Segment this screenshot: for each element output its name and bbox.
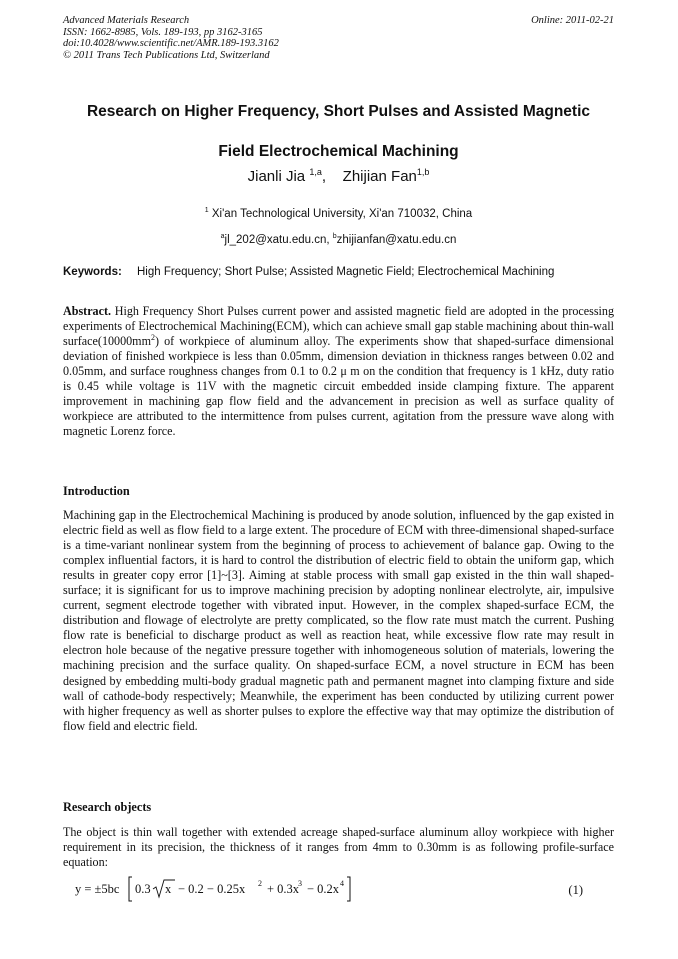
term-coefficient: 0.3 [135, 882, 151, 896]
term-4-exponent: 4 [340, 879, 344, 888]
term-3-exponent: 3 [298, 879, 302, 888]
sqrt-argument: x [165, 882, 172, 896]
right-bracket [347, 877, 350, 901]
equation-number: (1) [568, 883, 583, 897]
doi-line: doi:10.4028/www.scientific.net/AMR.189-193.3162 [63, 38, 279, 49]
left-bracket [129, 877, 132, 901]
abstract-text-part-2: ) of workpiece of aluminum alloy. The experiments show that shaped-surface dimensional deviation of finished workpiece is less than 0.05mm, dimension deviation in thickness ranges between 0.02 and 0.05mm, and surface roughness changes from 0.1 to 0.2 μ m on the condition that frequency is 1 kHz, duty ratio is 0.45 while voltage is 11V with the magnetic circuit embedded inside clamping fixture. The apparent improvement in machining gap flow field and the advancement in precision as well as surface quality of workpiece are attributed to the intermittence from pulses current, agitation from the pressure wave along with magnetic Lorenz force. [63, 334, 614, 439]
issn-line: ISSN: 1662-8985, Vols. 189-193, pp 3162-3165 [63, 26, 263, 38]
keywords-text: High Frequency; Short Pulse; Assisted Magnetic Field; Electrochemical Machining [137, 266, 555, 278]
paper-title [63, 92, 614, 172]
keywords-line [63, 264, 614, 280]
term-3: + 0.3x [267, 882, 300, 896]
author-separator: , [321, 168, 326, 185]
email-line [63, 227, 614, 253]
author-1: Jianli Jia [247, 168, 306, 185]
term-2-exponent: 2 [258, 879, 262, 888]
author-list [63, 167, 614, 187]
equation-1 [75, 874, 615, 904]
affiliation-text: Xi'an Technological University, Xi'an 710032, China [211, 208, 473, 220]
copyright-line: © 2011 Trans Tech Publications Ltd, Switzerland [63, 49, 270, 61]
abstract-text-part-1: High Frequency Short Pulses current power and assisted magnetic field are adopted in the processing experiments of Electrochemical Machining(ECM), which can achieve small gap stable machining about thin-wall surface(10000mm [63, 304, 614, 349]
introduction-paragraph: Machining gap in the Electrochemical Machining is produced by anode solution, influenced by the gap existed in electric field as well as flow field to a large extent. The procedure of ECM with three-dimensional shaped-surface is a time-variant nonlinear system from the beginning of process to achievement of balance gap. Owing to the complex influential factors, it is hard to control the distribution of electric field to obtain the uniform gap, which results in greater copy error [1]~[3]. Aiming at stable process with small gap existed in the thin wall shaped-surface; it is significant for us to improve machining precision by adopting nonlinear electrolyte, air, impulsive current, segment electrode together with vibrated input. However, in the complex shaped-surface ECM, the distribution and flowage of electrolyte are pretty complicated, so the flow rate must match the current. Pushing flow rate is beneficial to discharge product as well as reaction heat, while excessive flow rate may result in electron hole because of the negative pressure together with inhomogeneous solution of materials, lowering the machining precision and the surface quality. On shaped-surface ECM, a novel structure in ECM has been designed by embedding multi-body gradual magnetic path and permanent magnet into clamping fixture and side wall of cathode-body respectively; Meanwhile, the experiment has been conducted by utilizing current power with higher frequency as well as shorter pulses to explore the effective way that may optimize the distribution of flow field and electric field. [63, 508, 614, 733]
introduction-heading: Introduction [63, 484, 130, 498]
email-b: zhijianfan@xatu.edu.cn [336, 234, 457, 246]
journal-header [63, 15, 614, 61]
affiliation-block [63, 201, 614, 253]
email-a-marker: a [220, 233, 225, 240]
author-2-affiliation: 1,b [416, 167, 430, 177]
abstract-label: Abstract. [63, 304, 112, 318]
sqrt-sign [153, 880, 175, 897]
research-objects-heading: Research objects [63, 800, 152, 814]
email-b-marker: b [332, 233, 337, 240]
equation-lhs: y = ±5bc [75, 882, 120, 896]
abstract-superscript: 2 [151, 333, 155, 343]
term-4: − 0.2x [307, 882, 340, 896]
equation-graphic [75, 874, 575, 904]
journal-name: Advanced Materials Research [63, 15, 190, 26]
keywords-label: Keywords: [63, 266, 122, 278]
research-objects-paragraph: The object is thin wall together with extended acreage shaped-surface aluminum alloy workpiece with higher requirement in its precision, the thickness of it ranges from 4mm to 0.30mm is as following profile-surface equation: [63, 825, 614, 870]
title-line-1: Research on Higher Frequency, Short Pulses and Assisted Magnetic [86, 103, 591, 120]
term-2: − 0.2 − 0.25x [178, 882, 246, 896]
abstract-paragraph [63, 304, 614, 439]
author-2: Zhijian Fan [342, 168, 417, 185]
affiliation-number: 1 [204, 207, 209, 214]
online-date: Online: 2011-02-21 [531, 15, 614, 26]
email-a: jl_202@xatu.edu.cn, [224, 234, 330, 246]
title-line-2: Field Electrochemical Machining [218, 143, 459, 160]
affiliation-line [63, 201, 614, 227]
author-1-affiliation: 1,a [309, 167, 322, 177]
